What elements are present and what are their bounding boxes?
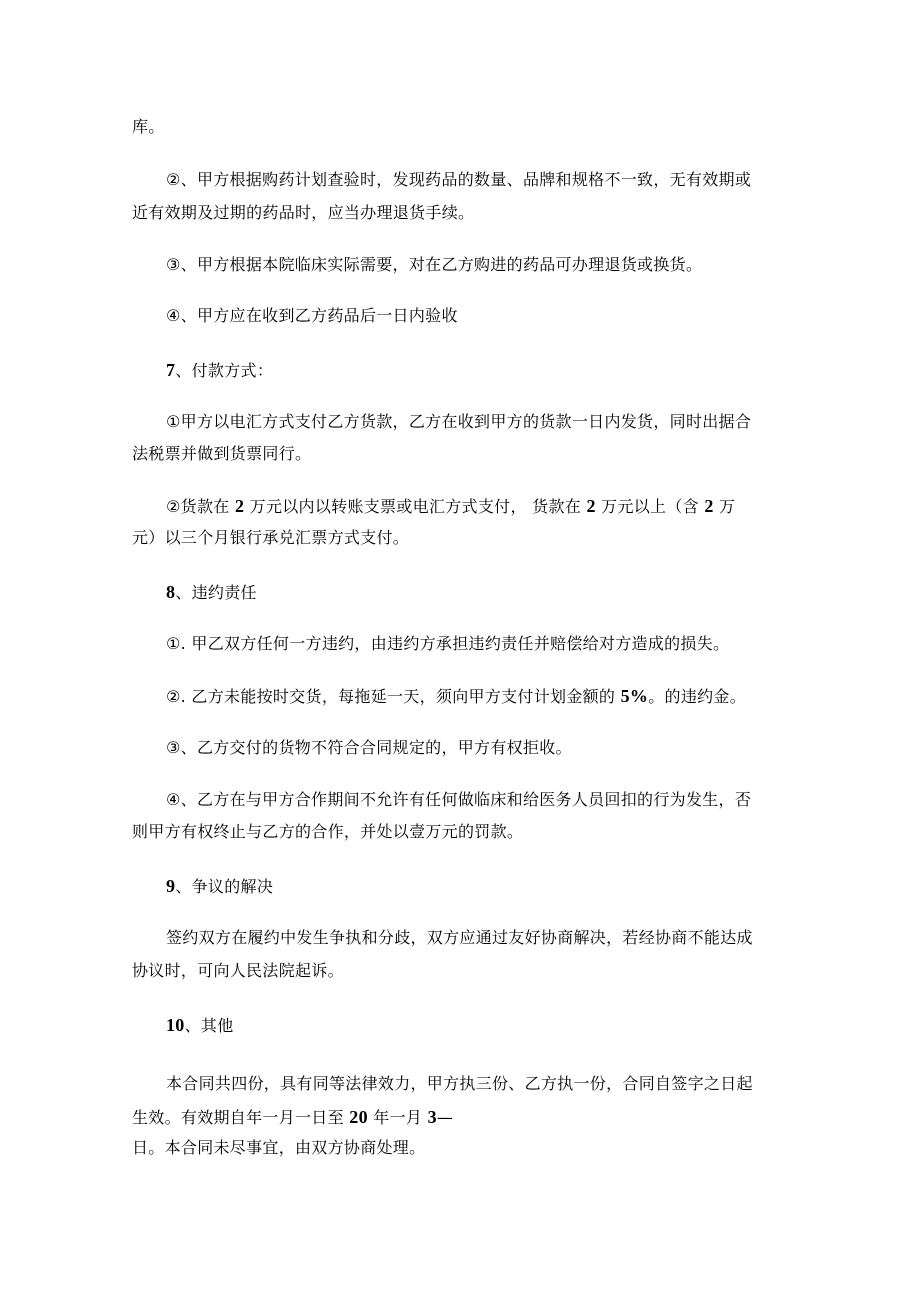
payment-amount-3: 2 bbox=[704, 496, 714, 516]
breach-clause-4-line-1: ④、乙方在与甲方合作期间不允许有任何做临床和给医务人员回扣的行为发生，否 bbox=[166, 790, 752, 809]
payment-amount-2: 2 bbox=[586, 496, 596, 516]
breach-clause-3: ③、乙方交付的货物不符合合同规定的，甲方有权拒收。 bbox=[166, 738, 572, 757]
section-9-title: 、争议的解决 bbox=[175, 877, 274, 896]
section-7-number: 7 bbox=[166, 360, 176, 380]
payment-clause-1-line-2: 法税票并做到货票同行。 bbox=[132, 444, 312, 463]
dispute-clause-line-1: 签约双方在履约中发生争执和分歧，双方应通过友好协商解决，若经协商不能达成 bbox=[166, 928, 753, 947]
breach-clause-1: ①. 甲乙双方任何一方违约，由违约方承担违约责任并赔偿给对方造成的损失。 bbox=[166, 634, 730, 653]
payment-clause-2-line-2: 元）以三个月银行承兑汇票方式支付。 bbox=[132, 528, 410, 547]
section-9-number: 9 bbox=[166, 876, 176, 896]
section-7-heading bbox=[166, 360, 273, 381]
payment-text-a: ②货款在 bbox=[166, 497, 230, 516]
section-10-title: 、其他 bbox=[184, 1016, 234, 1035]
acceptance-clause-2-line-2: 近有效期及过期的药品时，应当办理退货手续。 bbox=[132, 203, 475, 222]
acceptance-clause-4: ④、甲方应在收到乙方药品后一日内验收 bbox=[166, 306, 458, 325]
other-clause-line-3: 日。本合同未尽事宜，由双方协商处理。 bbox=[132, 1138, 426, 1157]
section-8-heading bbox=[166, 582, 257, 603]
payment-clause-2-line-1 bbox=[166, 496, 735, 517]
validity-text-b: 年一月 bbox=[373, 1108, 423, 1127]
dispute-clause-line-2: 协议时，可向人民法院起诉。 bbox=[132, 961, 344, 980]
payment-text-d: 万元以上（含 bbox=[601, 497, 699, 516]
section-8-title: 、违约责任 bbox=[175, 583, 257, 602]
payment-text-c: 货款在 bbox=[532, 497, 582, 516]
section-7-title: 、付款方式： bbox=[175, 361, 274, 380]
payment-amount-1: 2 bbox=[234, 496, 245, 516]
acceptance-clause-3: ③、甲方根据本院临床实际需要，对在乙方购进的药品可办理退货或换货。 bbox=[166, 255, 703, 274]
paragraph-tail-line: 库。 bbox=[132, 117, 165, 136]
breach-2-text-a: ②. 乙方未能按时交货，每拖延一天，须向甲方支付计划金额的 bbox=[166, 687, 616, 706]
section-10-heading bbox=[166, 1015, 234, 1036]
breach-clause-4-line-2: 则甲方有权终止与乙方的合作，并处以壹万元的罚款。 bbox=[132, 822, 524, 841]
payment-clause-1-line-1: ①甲方以电汇方式支付乙方货款，乙方在收到甲方的货款一日内发货，同时出据合 bbox=[166, 412, 752, 431]
section-9-heading bbox=[166, 876, 273, 897]
other-clause-line-1: 本合同共四份，具有同等法律效力，甲方执三份、乙方执一份，合同自签字之日起 bbox=[166, 1074, 753, 1093]
validity-dash: — bbox=[436, 1108, 454, 1127]
payment-text-e: 万 bbox=[719, 497, 736, 516]
breach-clause-2 bbox=[166, 686, 746, 707]
validity-month-digit: 3 bbox=[427, 1107, 437, 1127]
validity-year: 20 bbox=[349, 1107, 368, 1127]
acceptance-clause-2-line-1: ②、甲方根据购药计划查验时，发现药品的数量、品牌和规格不一致，无有效期或 bbox=[166, 170, 752, 189]
penalty-rate: 5% bbox=[620, 686, 649, 706]
validity-text-a: 生效。有效期自年一月一日至 bbox=[132, 1108, 344, 1127]
section-8-number: 8 bbox=[166, 582, 176, 602]
section-10-number: 10 bbox=[166, 1015, 185, 1035]
other-clause-line-2 bbox=[132, 1107, 453, 1128]
payment-text-b: 万元以内以转账支票或电汇方式支付， bbox=[249, 497, 527, 516]
breach-2-text-b: 。的违约金。 bbox=[648, 687, 747, 706]
